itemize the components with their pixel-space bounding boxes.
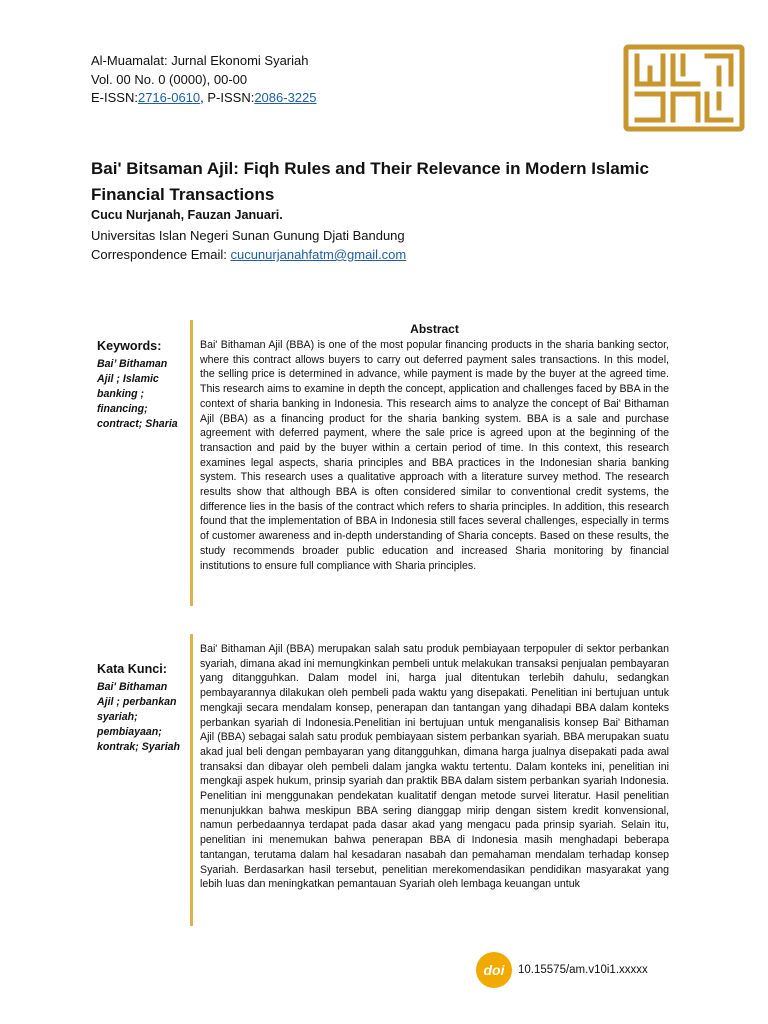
correspondence-label: Correspondence Email: xyxy=(91,247,231,262)
kata-kunci-list: Bai' Bithaman Ajil ; perbankan syariah; pembiayaan; kontrak; Syariah xyxy=(97,681,181,753)
article-title: Bai' Bitsaman Ajil: Fiqh Rules and Their Relevance in Modern Islamic Financial Transactions xyxy=(91,159,649,204)
doi-badge-text: doi xyxy=(483,962,505,978)
issn-line xyxy=(91,89,317,108)
doi-text[interactable]: 10.15575/am.v10i1.xxxxx xyxy=(518,964,648,976)
eissn-link[interactable]: 2716-0610 xyxy=(137,90,201,105)
abstrak-accent-bar xyxy=(190,634,193,926)
keywords-list: Bai’ Bithaman Ajil ; Islamic banking ; financing; contract; Sharia xyxy=(97,358,178,430)
keywords-english xyxy=(97,339,185,432)
journal-name: Al-Muamalat: Jurnal Ekonomi Syariah xyxy=(91,53,309,68)
article-authors: Cucu Nurjanah, Fauzan Januari. xyxy=(91,208,283,222)
journal-header xyxy=(91,52,317,108)
journal-volume: Vol. 00 No. 0 (0000), 00-00 xyxy=(91,71,248,87)
abstract-title: Abstract xyxy=(410,322,459,336)
pissn-link[interactable]: 2086-3225 xyxy=(254,90,317,105)
article-affiliation: Universitas Islan Negeri Sunan Gunung Djati Bandung xyxy=(91,228,405,243)
pissn-label: , P-ISSN: xyxy=(200,90,255,105)
journal-kufic-logo-icon xyxy=(623,44,745,132)
doi-icon xyxy=(476,952,512,988)
keywords-title: Keywords: xyxy=(97,339,162,353)
abstract-indonesian-text: Bai' Bithaman Ajil (BBA) merupakan salah satu produk pembiayaan terpopuler di sektor perbankan syariah, dimana akad ini memungkinkan pembeli untuk melakukan transaksi penjualan pembayaran yang ditangguhkan. Dalam model ini, harga jual ditentukan terlebih dahulu, sedangkan pembayarannya dilakukan oleh pembeli pada waktu yang disepakati. Penelitian ini bertujuan untuk mengkaji secara mendalam konsep, penerapan dan tantangan yang dihadapi BBA dalam konteks perbankan syariah di Indonesia.Penelitian ini bertujuan untuk menganalisis konsep Bai' Bithaman Ajil (BBA) sebagai salah satu produk pembiayaan sistem perbankan syariah. BBA merupakan suatu akad jual beli dengan pembayaran yang ditangguhkan, dimana harga jualnya disepakati pada awal transaksi dan dibayar oleh pembeli dalam jangka waktu tertentu. Dalam konteks ini, penelitian ini mengkaji aspek hukum, prinsip syariah dan praktik BBA dalam sistem perbankan syariah Indonesia. Penelitian ini menggunakan pendekatan kualitatif dengan metode survei literatur. Hasil penelitian menunjukkan bahwa meskipun BBA sering dianggap mirip dengan sistem kredit konvensional, namun perbedaannya terdapat pada dasar akad yang mengacu pada prinsip syariah. Selain itu, penelitian ini menemukan bahwa penerapan BBA di Indonesia masih menghadapi beberapa tantangan, terutama dalam hal kesadaran nasabah dan pemahaman mendalam terhadap konsep Syariah. Berdasarkan hasil tersebut, penelitian merekomendasikan pendidikan masyarakat yang lebih luas dan meningkatkan pemantauan Syariah oleh lembaga keuangan untuk xyxy=(200,643,669,891)
abstract-accent-bar xyxy=(190,320,193,606)
correspondence-line xyxy=(91,247,406,262)
kata-kunci-title: Kata Kunci: xyxy=(97,662,167,676)
keywords-indonesian xyxy=(97,662,185,755)
doi-footer xyxy=(476,952,648,988)
abstract-english-text: Bai' Bithaman Ajil (BBA) is one of the most popular financing products in the sharia banking sector, where this contract allows buyers to carry out deferred payment sales transactions. In this model, the selling price is determined in advance, while payment is made by the buyer at the agreed time. This research aims to examine in depth the concept, application and challenges faced by BBA in the context of sharia banking in Indonesia. This research aims to analyze the concept of Bai' Bithaman Ajil (BBA) as a financing product for the sharia banking system. BBA is a sale and purchase agreement with deferred payment, where the sale price is agreed upon at the beginning of the transaction and paid by the buyer within a certain period of time. In this context, this research examines legal aspects, sharia principles and BBA practices in the Indonesian sharia banking system. This research uses a qualitative approach with a literature survey method. The research results show that although BBA is often considered similar to conventional credit systems, the difference lies in the basis of the contract which refers to sharia principles. In addition, this research found that the implementation of BBA in Indonesia still faces several challenges, especially in terms of customer awareness and in-depth understanding of Sharia concepts. Based on these results, the study recommends broader public education and increased Sharia monitoring by financial institutions to ensure full compliance with Sharia principles. xyxy=(200,339,669,572)
eissn-label: E-ISSN: xyxy=(91,90,138,105)
correspondence-email-link[interactable]: cucunurjanahfatm@gmail.com xyxy=(230,247,407,262)
